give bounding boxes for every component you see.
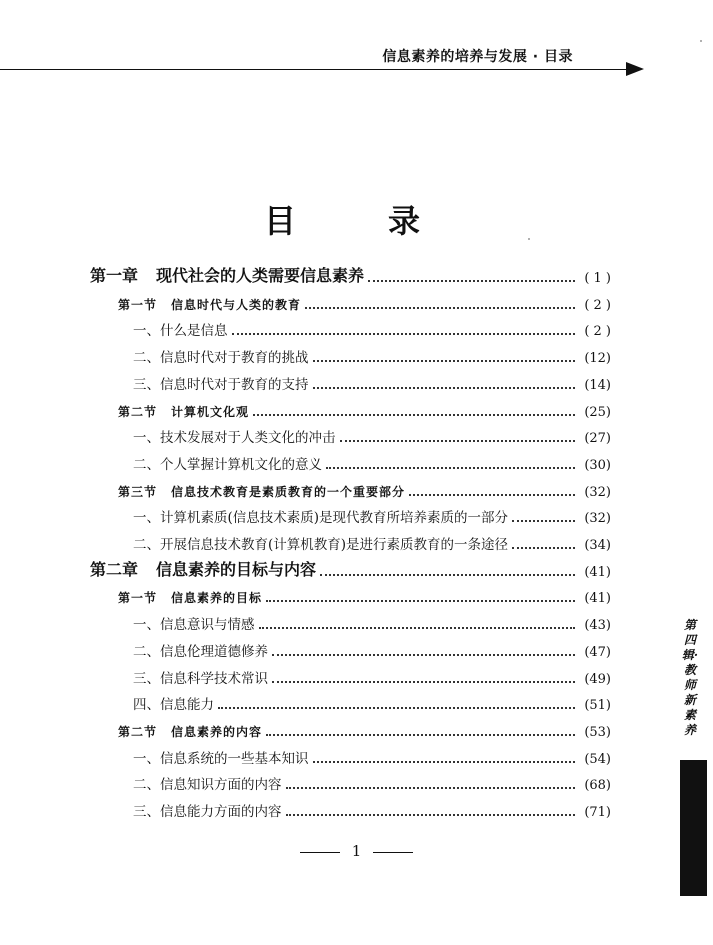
- toc-leader-dots: [326, 467, 575, 469]
- toc-section-row[interactable]: [118, 582, 611, 606]
- toc-label: [118, 483, 405, 500]
- toc-number: 第一节: [118, 591, 158, 606]
- toc-label: [118, 723, 262, 740]
- header-rule: [0, 69, 628, 70]
- toc-item-row[interactable]: [133, 315, 611, 339]
- toc-page-number: ( 2 ): [584, 324, 611, 340]
- toc-page-number: ( 2 ): [584, 297, 611, 313]
- toc-page-number: (47): [584, 644, 611, 660]
- page-number: 1: [351, 842, 362, 860]
- toc-leader-dots: [512, 547, 575, 549]
- toc-label: [133, 533, 508, 553]
- toc-title: 计算机文化观: [171, 404, 250, 419]
- toc-leader-dots: [313, 761, 576, 763]
- page-title-char-1: 目: [264, 202, 297, 240]
- toc-label: [133, 346, 309, 366]
- toc-item-row[interactable]: [133, 449, 611, 473]
- toc-label: [133, 426, 336, 446]
- toc-title: 二、信息知识方面的内容: [133, 777, 282, 794]
- toc-leader-dots: [253, 414, 575, 416]
- toc-page-number: (25): [584, 404, 611, 420]
- toc-item-row[interactable]: [133, 636, 611, 660]
- toc-title: 信息素养的目标: [171, 591, 263, 606]
- toc-number: 第二节: [118, 724, 158, 739]
- toc-leader-dots: [286, 787, 576, 789]
- toc-item-row[interactable]: [133, 369, 611, 393]
- toc-page-number: (14): [584, 377, 611, 393]
- toc-label: [133, 373, 309, 393]
- toc-title: 三、信息科学技术常识: [133, 670, 268, 687]
- toc-leader-dots: [512, 520, 575, 522]
- toc-page-number: ( 1 ): [584, 271, 611, 286]
- toc-title: 三、信息能力方面的内容: [133, 804, 282, 820]
- toc-label: [118, 589, 262, 606]
- toc-leader-dots: [218, 707, 575, 709]
- toc-label: [133, 693, 214, 713]
- toc-page-number: (41): [584, 564, 611, 580]
- toc-section-row[interactable]: [118, 289, 611, 313]
- toc-number: 第二节: [118, 404, 158, 419]
- toc-title: 信息时代与人类的教育: [171, 297, 302, 312]
- toc-page-number: (27): [584, 431, 611, 447]
- toc-page-number: (32): [584, 511, 611, 527]
- toc-label: [118, 296, 301, 313]
- toc-page-number: (71): [584, 805, 611, 820]
- folio: [0, 842, 713, 860]
- toc-title: 现代社会的人类需要信息素养: [156, 266, 365, 285]
- toc-title: 二、开展信息技术教育(计算机教育)是进行素质教育的一条途径: [133, 537, 509, 553]
- toc-label: [133, 800, 282, 820]
- toc-label: [133, 453, 322, 473]
- toc-leader-dots: [272, 654, 575, 656]
- toc-number: 第二章: [90, 559, 139, 579]
- toc-page-number: (54): [584, 751, 611, 767]
- toc-title: 二、信息时代对于教育的挑战: [133, 350, 309, 367]
- scan-speck: [700, 40, 702, 42]
- folio-rule-left: [300, 852, 340, 853]
- toc-leader-dots: [313, 360, 576, 362]
- toc-title: 信息素养的内容: [171, 724, 263, 739]
- toc-label: [133, 773, 282, 793]
- toc-page-number: (43): [584, 618, 611, 634]
- toc-item-row[interactable]: [133, 422, 611, 446]
- side-tab-label: 第四辑·教师新素养: [681, 618, 699, 737]
- toc-item-row[interactable]: [133, 609, 611, 633]
- scan-speck: [528, 238, 530, 240]
- toc-leader-dots: [259, 627, 576, 629]
- toc-label: [133, 747, 309, 767]
- header-arrow-icon: [626, 62, 644, 76]
- toc-item-row[interactable]: [133, 529, 611, 553]
- toc-item-row[interactable]: [133, 689, 611, 713]
- toc-page-number: (12): [584, 351, 611, 367]
- toc-item-row[interactable]: [133, 342, 611, 366]
- toc-leader-dots: [305, 307, 575, 309]
- toc-item-row[interactable]: [133, 663, 611, 687]
- toc-item-row[interactable]: [133, 743, 611, 767]
- toc-title: 三、信息时代对于教育的支持: [133, 376, 309, 393]
- toc-leader-dots: [232, 333, 576, 335]
- folio-rule-right: [373, 852, 413, 853]
- toc-leader-dots: [266, 600, 575, 602]
- toc-section-row[interactable]: [118, 716, 611, 740]
- toc-page-number: (68): [584, 778, 611, 794]
- toc-title: 一、计算机素质(信息技术素质)是现代教育所培养素质的一部分: [133, 510, 509, 527]
- toc-title: 一、什么是信息: [133, 323, 228, 340]
- toc-leader-dots: [313, 387, 576, 389]
- toc-label: [90, 263, 364, 286]
- toc-item-row[interactable]: [133, 502, 611, 526]
- toc-label: [133, 640, 268, 660]
- running-header-title: 信息素养的培养与发展 · 目录: [382, 49, 573, 65]
- toc-leader-dots: [320, 574, 575, 576]
- toc-number: 第一章: [90, 266, 139, 285]
- toc-number: 第一节: [118, 297, 158, 312]
- toc-title: 二、信息伦理道德修养: [133, 643, 268, 660]
- toc-label: [133, 613, 255, 633]
- toc-title: 二、个人掌握计算机文化的意义: [133, 456, 322, 473]
- toc-item-row[interactable]: [133, 796, 611, 820]
- toc-page-number: (34): [584, 538, 611, 553]
- toc-page-number: (51): [584, 698, 611, 714]
- toc-leader-dots: [266, 734, 575, 736]
- toc-label: [133, 506, 508, 526]
- toc-chapter-row[interactable]: [90, 556, 611, 580]
- toc-title: 一、信息意识与情感: [133, 617, 255, 634]
- toc-page-number: (53): [584, 724, 611, 740]
- toc-leader-dots: [286, 814, 576, 816]
- toc-leader-dots: [272, 681, 575, 683]
- toc-page-number: (32): [584, 484, 611, 500]
- toc-leader-dots: [409, 494, 575, 496]
- toc-leader-dots: [340, 440, 576, 442]
- side-tab-marker: [680, 760, 707, 896]
- toc-title: 信息技术教育是素质教育的一个重要部分: [171, 484, 406, 499]
- toc-leader-dots: [368, 280, 575, 282]
- toc-label: [90, 557, 316, 580]
- page-title-char-2: 录: [388, 202, 421, 240]
- page-title: [0, 196, 713, 240]
- toc-label: [133, 319, 228, 339]
- toc-title: 一、信息系统的一些基本知识: [133, 750, 309, 767]
- toc-section-row[interactable]: [118, 476, 611, 500]
- toc-number: 第三节: [118, 484, 158, 499]
- toc-page-number: (41): [584, 591, 611, 607]
- toc-title: 信息素养的目标与内容: [156, 559, 317, 579]
- toc-title: 一、技术发展对于人类文化的冲击: [133, 430, 336, 447]
- toc-page-number: (49): [584, 671, 611, 687]
- toc-label: [133, 667, 268, 687]
- toc-item-row[interactable]: [133, 769, 611, 793]
- toc-section-row[interactable]: [118, 396, 611, 420]
- toc-chapter-row[interactable]: [90, 262, 611, 286]
- toc-title: 四、信息能力: [133, 697, 214, 714]
- toc-label: [118, 403, 249, 420]
- toc-page-number: (30): [584, 457, 611, 473]
